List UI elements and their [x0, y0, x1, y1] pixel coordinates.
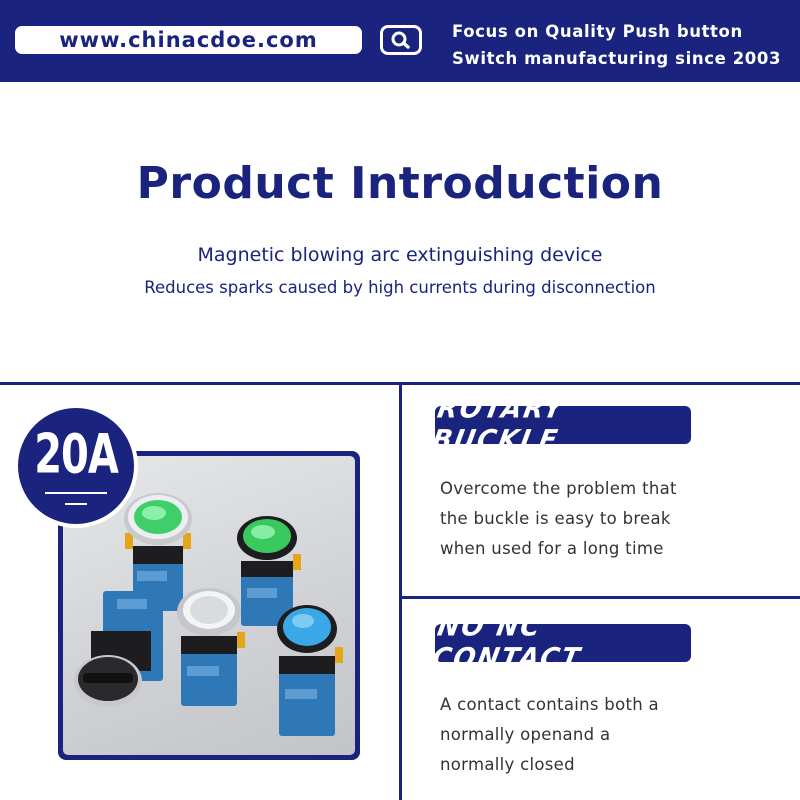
blue-plastic-button	[277, 605, 343, 736]
column-divider	[399, 384, 402, 800]
search-button[interactable]	[380, 25, 422, 55]
description-line: A contact contains both a	[440, 695, 659, 714]
feature-label-text: ROTARY BUCKLE	[429, 393, 567, 457]
tagline-line-1: Focus on Quality Push button	[452, 22, 743, 41]
feature-divider	[399, 596, 800, 599]
badge-underline-short	[65, 503, 87, 505]
description-line: when used for a long time	[440, 539, 664, 558]
description-line: Overcome the problem that	[440, 479, 677, 498]
tagline-line-2: Switch manufacturing since 2003	[452, 49, 782, 68]
website-url[interactable]: www.chinacdoe.com	[15, 26, 362, 54]
header-tagline	[452, 18, 797, 72]
feature-label-text: NO NC CONTACT	[429, 611, 584, 675]
selector-switch	[74, 591, 163, 707]
intro-description: Reduces sparks caused by high currents during disconnection	[144, 278, 656, 297]
current-rating-badge	[14, 404, 138, 528]
feature-description-no-nc-contact	[440, 690, 770, 780]
description-line: the buckle is easy to break	[440, 509, 671, 528]
intro-subtitle: Magnetic blowing arc extinguishing device	[197, 244, 603, 266]
description-line: normally closed	[440, 755, 575, 774]
description-line: normally openand a	[440, 725, 611, 744]
feature-label-no-nc-contact	[429, 611, 691, 675]
badge-underline	[45, 492, 107, 494]
search-icon	[387, 30, 415, 50]
feature-description-rotary-buckle	[440, 474, 770, 564]
header-bar	[0, 0, 800, 82]
badge-text: 20A	[34, 423, 118, 486]
silver-metal-button	[177, 588, 245, 706]
feature-label-rotary-buckle	[429, 393, 691, 457]
page-title: Product Introduction	[136, 158, 664, 209]
